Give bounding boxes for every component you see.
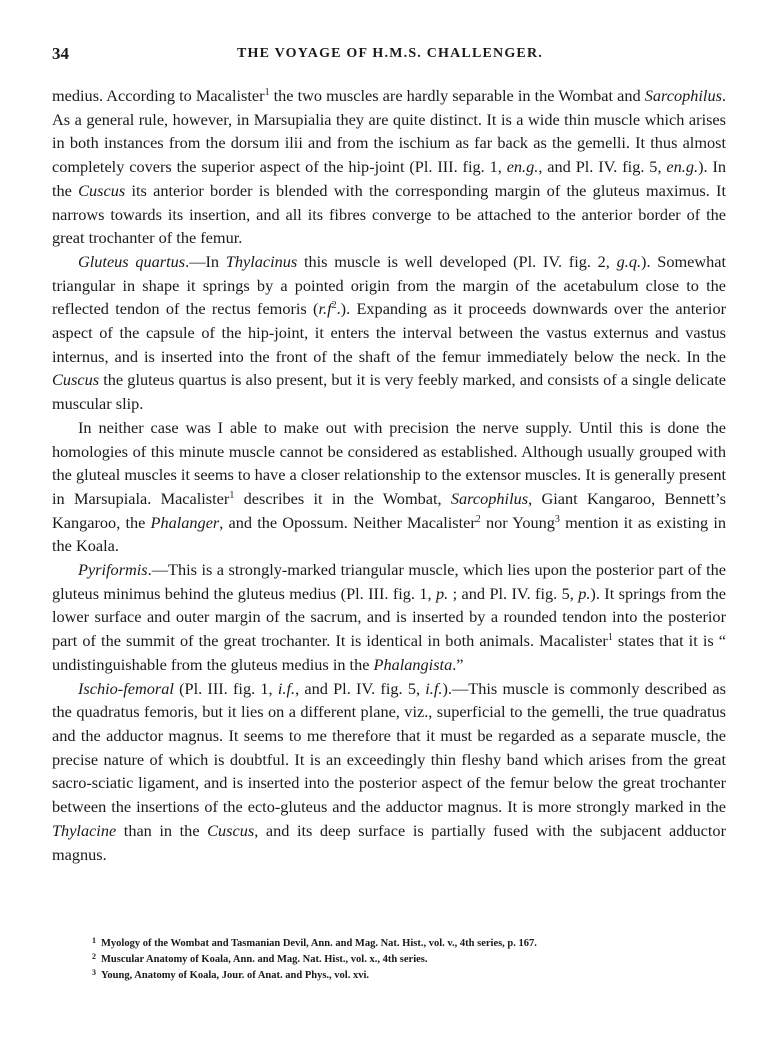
text-run: , and its deep surface is partially fused with the subjacent adductor magnus. xyxy=(52,820,726,864)
paragraph xyxy=(52,250,726,416)
text-run: . As a general rule, however, in Marsupialia they are quite distinct. It is a wide thin muscle which arises in both instances from the dorsum ilii and from the ischium as far back as the gemelli. It thus almost completely covers the superior aspect of the hip-joint (Pl. III. fig. 1, xyxy=(52,86,726,177)
italic-term: Sarcophilus xyxy=(644,86,722,105)
text-run: ).—This muscle is commonly described as the quadratus femoris, but it lies on a different plane, viz., superficial to the gemelli, the true quadratus and the adductor magnus. It seems to me therefore that it must be regarded as a separate muscle, the precise nature of which is doubtful. It is an exceedingly thin fleshy band which arises from the great sacro-sciatic ligament, and is inserted into the posterior aspect of the femur below the great trochanter between the insertions of the ecto-gluteus and the adductor magnus. It is more strongly marked in the xyxy=(52,678,726,817)
italic-term: Phalanger xyxy=(150,512,220,532)
paragraph xyxy=(52,677,726,867)
text-run: ; and Pl. IV. fig. 5, xyxy=(448,583,579,603)
text-run: states that it is “ undistinguishable from the gluteus medius in the xyxy=(52,631,726,674)
footnote-marker: 3 xyxy=(92,968,96,977)
footnote-text: Myology of the Wombat and Tasmanian Devil, Ann. and Mag. Nat. Hist., vol. v., 4th series, p. 167. xyxy=(101,938,537,949)
page-number: 34 xyxy=(52,44,69,63)
text-run: the two muscles are hardly separable in the Wombat and xyxy=(269,86,645,105)
italic-term: p. xyxy=(578,583,591,603)
italic-term: en.g. xyxy=(506,157,539,177)
text-run: .” xyxy=(452,654,464,674)
footnote-ref[interactable]: 2 xyxy=(331,300,337,312)
text-run: mention it as existing in the Koala. xyxy=(52,512,727,556)
text-run: In neither case was I able to make out with precision the nerve supply. Until this is done the homologies of this minute muscle cannot be considered as established. Although usually grouped with the gluteal muscles it seems to have a closer relationship to the extensor muscles. It is generally present in Marsupiala. Macalister xyxy=(52,417,726,508)
text-run: , and Pl. IV. fig. 5, xyxy=(295,678,426,698)
italic-term: r.f xyxy=(318,299,332,319)
text-run: .). Expanding as it proceeds downwards over the anterior aspect of the capsule of the hip-joint, it enters the interval between the vastus externus and vastus internus, and is inserted into the front of the shaft of the femur immediately below the neck. In the xyxy=(52,299,727,366)
paragraph xyxy=(52,416,726,558)
footnote-ref[interactable]: 3 xyxy=(554,513,560,525)
text-run: nor Young xyxy=(480,512,555,532)
text-run: medius. According to Macalister xyxy=(52,86,265,105)
italic-term: i.f. xyxy=(277,678,296,698)
italic-term: Thylacinus xyxy=(225,251,298,271)
text-run: than in the xyxy=(116,820,208,840)
footnote-text: Young, Anatomy of Koala, Jour. of Anat. and Phys., vol. xvi. xyxy=(101,970,369,981)
text-run: .—This is a strongly-marked triangular muscle, which lies upon the posterior part of the gluteus minimus behind the gluteus medius (Pl. III. fig. 1, xyxy=(52,560,726,603)
footnote xyxy=(92,936,722,952)
page-header xyxy=(52,44,728,66)
italic-term: Thylacine xyxy=(52,820,117,840)
italic-term: Pyriformis xyxy=(78,560,148,580)
italic-term: g.q. xyxy=(616,251,642,271)
footnote xyxy=(92,952,722,968)
text-run: (Pl. III. fig. 1, xyxy=(173,678,278,698)
italic-term: i.f. xyxy=(425,678,443,698)
text-run: ). Somewhat triangular in shape it springs by a pointed origin from the margin of the acetabulum close to the reflected tendon of the rectus femoris ( xyxy=(52,251,727,319)
italic-term: en.g. xyxy=(666,157,699,177)
text-run: , and the Opossum. Neither Macalister xyxy=(219,512,476,532)
italic-term: p. xyxy=(436,583,449,603)
italic-term: Sarcophilus xyxy=(450,488,529,508)
text-run: ). It springs from the lower surface and outer margin of the sacrum, and is inserted by a rounded tendon into the posterior part of the summit of the great trochanter. It is identical in both animals. Macalister xyxy=(52,583,727,651)
paragraph xyxy=(52,84,726,250)
footnote-marker: 2 xyxy=(92,952,96,961)
footnote-ref[interactable]: 1 xyxy=(264,87,270,98)
footnote-ref[interactable]: 1 xyxy=(607,632,613,644)
italic-term: Phalangista xyxy=(373,654,453,674)
footnote-ref[interactable]: 2 xyxy=(475,513,481,525)
body-text xyxy=(52,84,726,866)
text-run: describes it in the Wombat, xyxy=(234,488,451,508)
footnote-marker: 1 xyxy=(92,936,96,945)
text-run: , Giant Kangaroo, Bennett’s Kangaroo, the xyxy=(52,488,727,532)
footnotes xyxy=(92,936,722,984)
text-run: ). In the xyxy=(52,157,727,200)
italic-term: Gluteus quartus xyxy=(78,251,186,271)
text-run: this muscle is well developed (Pl. IV. fig. 2, xyxy=(297,251,617,271)
footnote-text: Muscular Anatomy of Koala, Ann. and Mag. Nat. Hist., vol. x., 4th series. xyxy=(101,954,428,965)
text-run: the gluteus quartus is also present, but it is very feebly marked, and consists of a single delicate muscular slip. xyxy=(52,370,726,414)
running-title: THE VOYAGE OF H.M.S. CHALLENGER. xyxy=(237,46,543,61)
text-run: its anterior border is blended with the corresponding margin of the gluteus maximus. It narrows towards its insertion, and all its fibres converge to be attached to the anterior border of the great trochanter of the femur. xyxy=(52,180,726,248)
footnote-ref[interactable]: 1 xyxy=(229,489,235,501)
text-run: , and Pl. IV. fig. 5, xyxy=(538,157,667,177)
italic-term: Ischio-femoral xyxy=(78,678,174,698)
paragraph xyxy=(52,558,726,677)
text-run: .—In xyxy=(185,251,226,271)
footnote xyxy=(92,968,722,984)
italic-term: Cuscus xyxy=(207,820,255,840)
italic-term: Cuscus xyxy=(52,370,100,390)
italic-term: Cuscus xyxy=(78,180,126,200)
